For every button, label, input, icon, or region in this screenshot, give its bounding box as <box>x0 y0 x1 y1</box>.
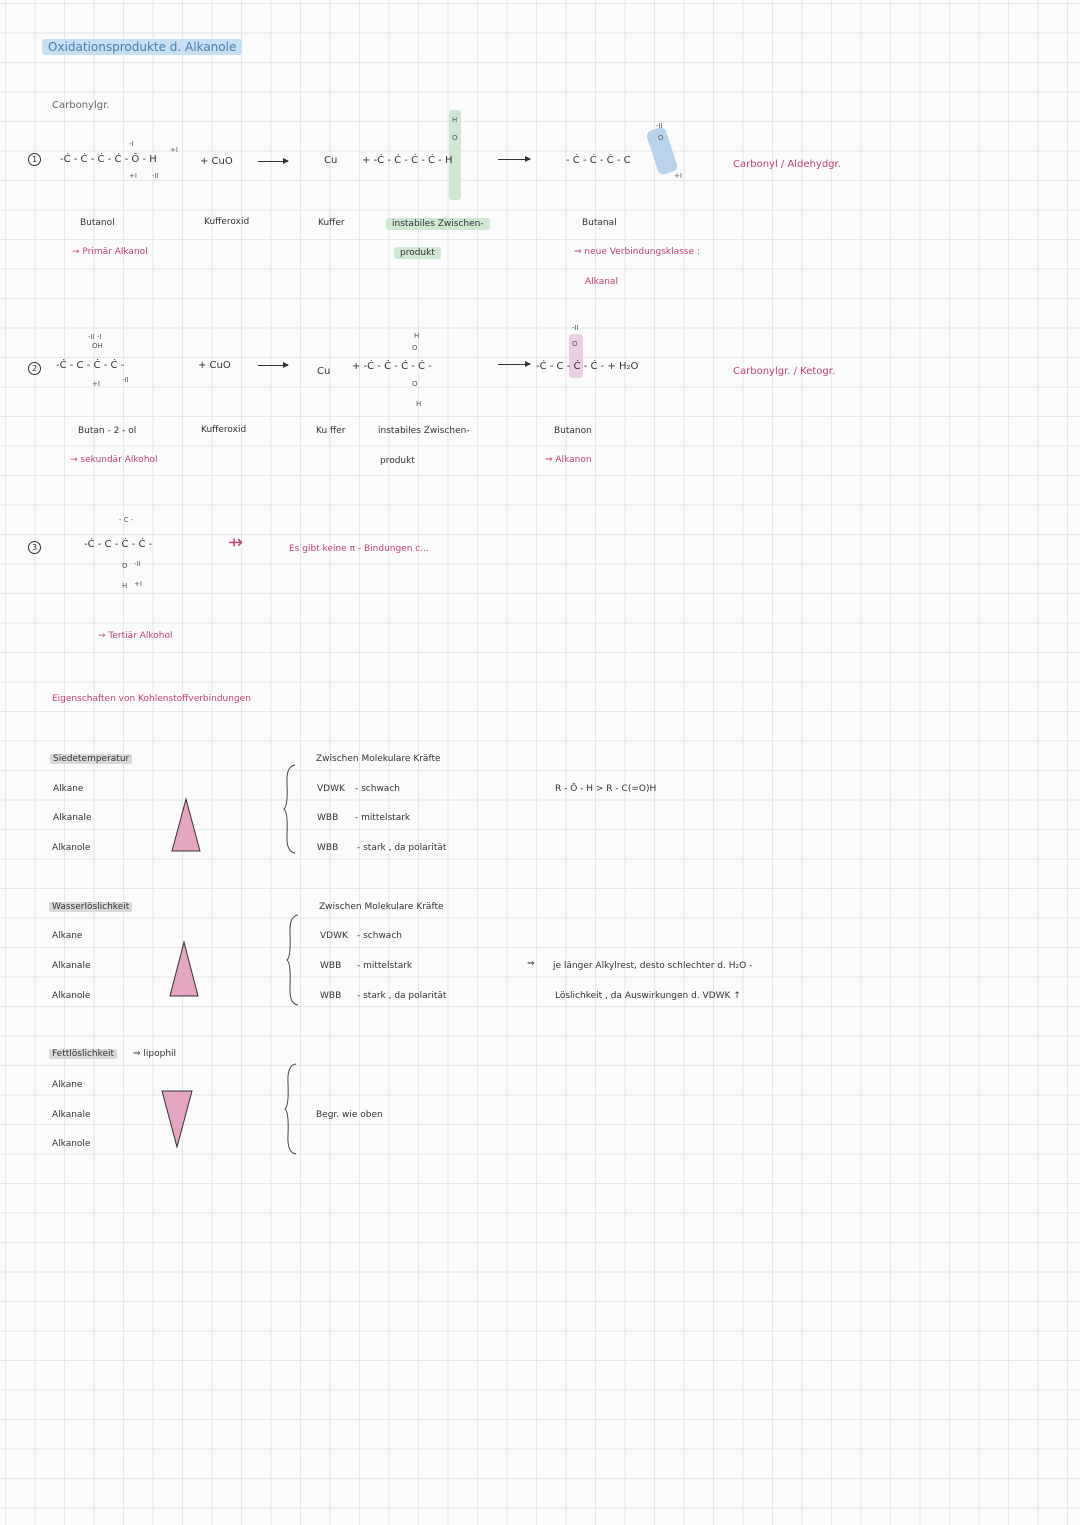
group2-force-name: WBB <box>320 961 342 971</box>
r2-intermediate-formula: + -Ċ - Ċ - Ċ - Ċ - <box>352 361 432 372</box>
r2-oh: OH <box>92 342 103 350</box>
curly-brace <box>286 914 300 1006</box>
r2-reactant-formula: -Ċ - C - Ċ - Ċ - <box>56 360 125 371</box>
r3-ox-o: -II <box>134 560 141 568</box>
r1-ox-top2: +I <box>170 146 178 154</box>
curly-brace <box>284 1063 298 1155</box>
group2-row: Alkanole <box>52 991 91 1001</box>
r1-final-ox: -II <box>656 122 663 130</box>
trend-up-triangle <box>169 941 199 997</box>
trend-up-triangle <box>171 798 201 852</box>
group2-forces-heading: Zwischen Molekulare Kräfte <box>319 902 444 912</box>
group1-force-name: VDWK <box>317 784 345 794</box>
group1-row: Alkanole <box>52 843 91 853</box>
group2-extra-arrow: ⇒ <box>527 959 535 969</box>
r2-reactant-note: → sekundär Alkohol <box>70 455 158 465</box>
r2-reactant-name: Butan - 2 - ol <box>78 426 137 436</box>
r1-intermediate-label2: produkt <box>394 247 441 259</box>
group1-row: Alkane <box>53 784 84 794</box>
r1-final-o: O <box>658 134 664 142</box>
group1-force-desc: - stark , da polarität <box>357 843 447 853</box>
group1-force-desc: - mittelstark <box>355 813 411 823</box>
group3-row: Alkanale <box>52 1110 91 1120</box>
r1-reactant-formula: -Ċ - Ċ - Ċ - Ċ - Ō - H <box>60 154 157 165</box>
reaction-arrow <box>258 161 288 162</box>
r1-final-note1: ⇒ neue Verbindungsklasse : <box>574 247 700 257</box>
r2-intermediate-label2: produkt <box>380 456 415 466</box>
reaction-number-3: 3 <box>28 541 41 554</box>
r1-intermediate-label1: instabiles Zwischen- <box>386 218 490 230</box>
group2-force-name: WBB <box>320 991 342 1001</box>
group2-force-desc: - mittelstark <box>357 961 413 971</box>
group2-force-name: VDWK <box>320 931 348 941</box>
r2-reagent-name: Kufferoxid <box>201 425 247 435</box>
r1-intermediate-formula: + -Ċ - Ċ - Ċ - Ċ - H <box>362 155 453 166</box>
r3-o: O <box>122 562 128 570</box>
trend-down-triangle <box>161 1090 193 1148</box>
group2-extra2: Löslichkeit , da Auswirkungen d. VDWK ↑ <box>555 991 741 1001</box>
r1-final-name: Butanal <box>582 218 617 228</box>
r1-reagent: + CuO <box>200 156 233 167</box>
r2-product-cu: Cu <box>317 366 331 377</box>
r1-product-cu: Cu <box>324 155 338 166</box>
group1-label: Siedetemperatur <box>50 754 132 764</box>
r2-final-name: Butanon <box>554 426 592 436</box>
properties-heading: Eigenschaften von Kohlenstoffverbindungen <box>52 694 251 704</box>
r2-intermediate-h: H <box>414 332 420 340</box>
r2-ox-bottom2: -II <box>122 376 129 384</box>
reaction-arrow <box>498 364 530 365</box>
r3-no-reaction-arrow: ⇸ <box>228 532 244 553</box>
r1-reactant-name: Butanol <box>80 218 115 228</box>
r2-intermediate-o: O <box>412 344 418 352</box>
page-title: Oxidationsprodukte d. Alkanole <box>42 39 242 55</box>
r3-ox-h: +I <box>134 580 142 588</box>
group2-row: Alkanale <box>52 961 91 971</box>
r2-intermediate-h2: H <box>416 400 422 408</box>
r2-ox-top: -II -I <box>88 333 102 341</box>
r2-side-label: Carbonylgr. / Ketogr. <box>733 366 836 377</box>
group2-row: Alkane <box>52 931 83 941</box>
r2-final-note: ⇒ Alkanon <box>545 455 592 465</box>
group3-row: Alkane <box>52 1080 83 1090</box>
reaction-number-1: 1 <box>28 153 41 166</box>
r3-top: - C - <box>119 516 134 524</box>
group3-note: Begr. wie oben <box>316 1110 383 1120</box>
r2-product-cu-name: Ku ffer <box>316 426 346 436</box>
group1-force-desc: - schwach <box>355 784 400 794</box>
r2-reagent: + CuO <box>198 360 231 371</box>
group2-extra: je länger Alkylrest, desto schlechter d. H₂O - <box>553 961 753 971</box>
r1-ox-top: -I <box>129 140 134 148</box>
r3-note: Es gibt keine π - Bindungen c... <box>289 544 429 554</box>
r3-formula: -Ċ - C - Ċ - Ċ - <box>84 539 153 550</box>
group2-force-desc: - schwach <box>357 931 402 941</box>
r2-final-formula: -Ċ - C - Ċ - Ċ - + H₂O <box>536 361 639 372</box>
r1-final-formula: - Ċ - Ċ - Ċ - C <box>566 155 631 166</box>
r3-h: H <box>122 582 128 590</box>
r1-side-label: Carbonyl / Aldehydgr. <box>733 159 841 170</box>
r1-final-ox2: +I <box>674 172 682 180</box>
group3-label: Fettlöslichkeit <box>49 1049 117 1059</box>
r1-intermediate-o: O <box>452 134 458 142</box>
r2-ox-bottom: +I <box>92 380 100 388</box>
reaction-arrow <box>498 159 530 160</box>
group1-forces-heading: Zwischen Molekulare Kräfte <box>316 754 441 764</box>
r1-ox-bottom: +I <box>129 172 137 180</box>
r1-intermediate-h: H <box>452 116 458 124</box>
group1-extra: R - Ō - H > R - C(=O)H <box>555 784 657 794</box>
reaction-arrow <box>258 365 288 366</box>
r2-final-ox: -II <box>572 324 579 332</box>
group1-row: Alkanale <box>53 813 92 823</box>
curly-brace <box>283 764 297 854</box>
r2-intermediate-o2: O <box>412 380 418 388</box>
group2-force-desc: - stark , da polarität <box>357 991 447 1001</box>
r2-intermediate-label1: instabiles Zwischen- <box>378 426 470 436</box>
r1-reagent-name: Kufferoxid <box>204 217 250 227</box>
r1-product-cu-name: Kuffer <box>318 218 345 228</box>
group3-row: Alkanole <box>52 1139 91 1149</box>
r1-ox-bottom2: -II <box>152 172 159 180</box>
group1-force-name: WBB <box>317 843 339 853</box>
group2-label: Wasserlöslichkeit <box>49 902 132 912</box>
section-subtitle: Carbonylgr. <box>52 100 110 111</box>
r3-reactant-note: → Tertiär Alkohol <box>98 631 173 641</box>
r2-final-o: O <box>572 340 578 348</box>
group1-force-name: WBB <box>317 813 339 823</box>
reaction-number-2: 2 <box>28 362 41 375</box>
group3-label-note: ⇒ lipophil <box>133 1049 177 1059</box>
r1-final-note2: Alkanal <box>585 277 618 287</box>
r1-reactant-note: → Primär Alkanol <box>72 247 148 257</box>
